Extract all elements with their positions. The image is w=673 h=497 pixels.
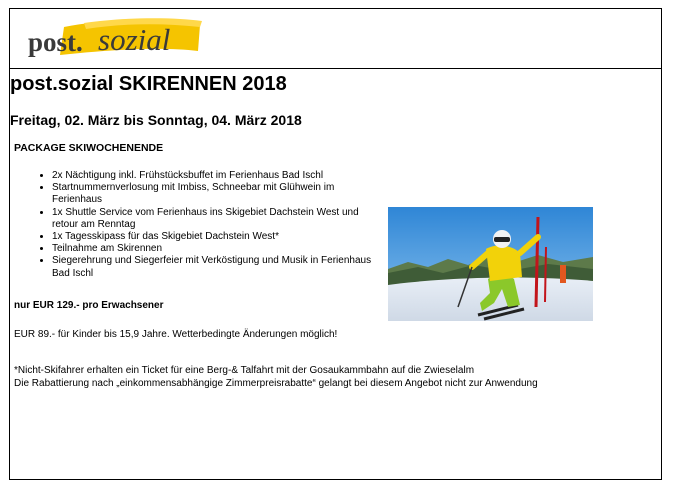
package-items-list — [14, 170, 372, 280]
header-row — [10, 9, 661, 69]
price-adult: nur EUR 129.- pro Erwachsener — [14, 300, 164, 311]
svg-text:sozial: sozial — [98, 22, 171, 57]
footnote: Die Rabattierung nach „einkommensabhängige Zimmerpreisrabatte“ gelangt bei diesem Angebot nicht zur Anwendung — [14, 377, 538, 389]
list-item: • Teilnahme am Skirennen — [52, 243, 372, 255]
footnote: *Nicht-Skifahrer erhalten ein Ticket für eine Berg-& Talfahrt mit der Gosaukammbahn auf die Zwieselalm — [14, 365, 475, 376]
post-sozial-logo — [24, 17, 202, 63]
list-item: • Siegerehrung und Siegerfeier mit Verköstigung und Musik in Ferienhaus Bad Ischl — [52, 255, 372, 279]
price-kids-note: EUR 89.- für Kinder bis 15,9 Jahre. Wetterbedingte Änderungen möglich! — [14, 329, 338, 340]
list-item: • Startnummernverlosung mit Imbiss, Schneebar mit Glühwein im Ferienhaus — [52, 182, 372, 206]
svg-text:post.: post. — [28, 27, 83, 57]
package-heading: PACKAGE SKIWOCHENENDE — [14, 142, 164, 154]
footnotes — [14, 365, 538, 390]
event-dates: Freitag, 02. März bis Sonntag, 04. März 2018 — [10, 112, 302, 128]
list-item: • 1x Shuttle Service vom Ferienhaus ins Skigebiet Dachstein West und retour am Renntag — [52, 207, 372, 231]
page-title: post.sozial SKIRENNEN 2018 — [10, 73, 287, 95]
list-item: • 1x Tagesskipass für das Skigebiet Dachstein West* — [52, 231, 372, 243]
list-item: • 2x Nächtigung inkl. Frühstücksbuffet im Ferienhaus Bad Ischl — [52, 170, 372, 182]
skier-photo — [388, 207, 593, 321]
